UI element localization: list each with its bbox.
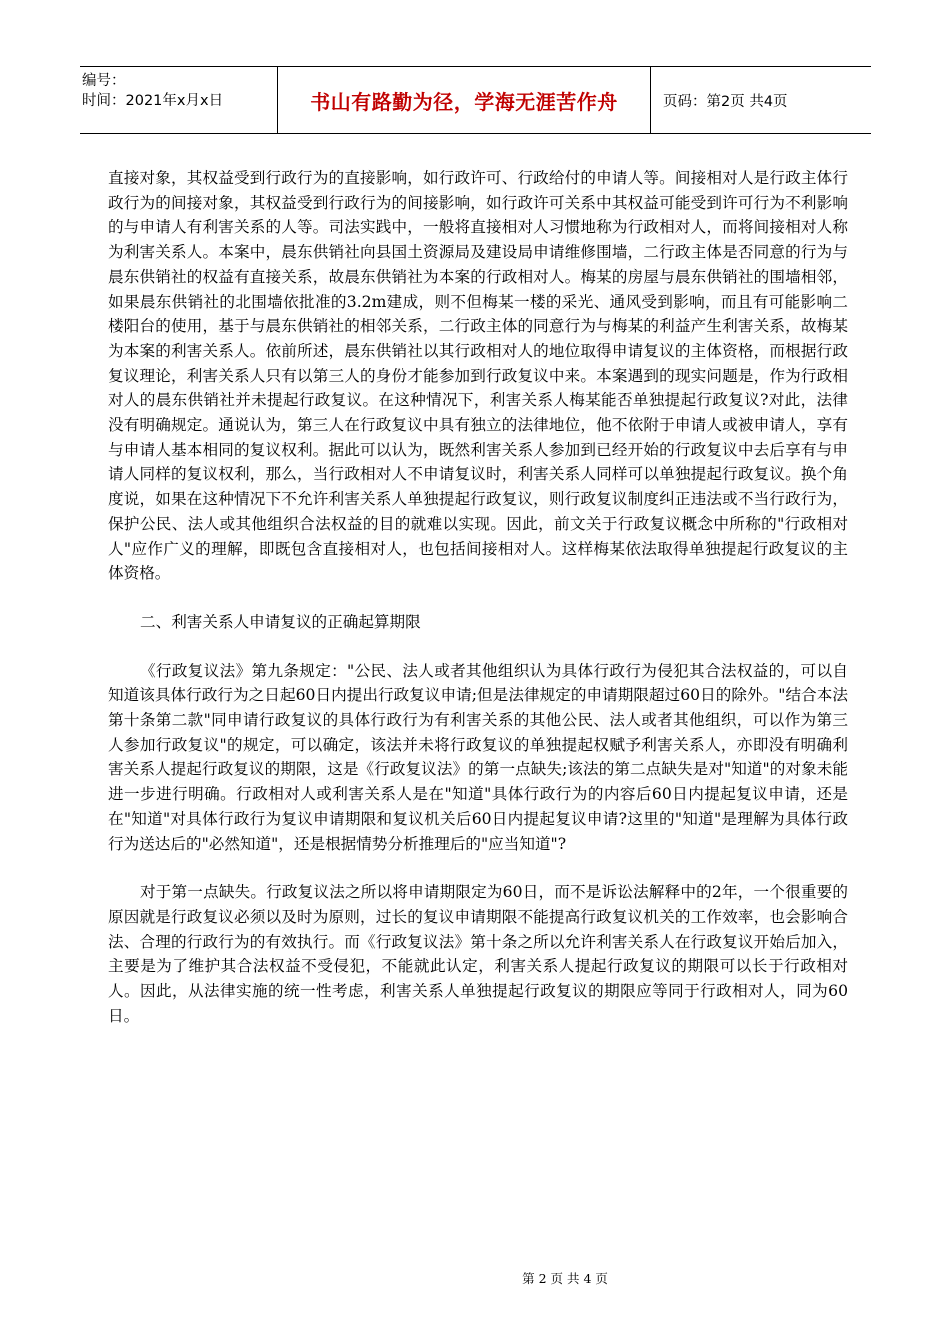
footer-page-number: 第 2 页 共 4 页 — [522, 1271, 608, 1286]
page-number-cell — [651, 67, 871, 133]
body-paragraph: 直接对象，其权益受到行政行为的直接影响，如行政许可、行政给付的申请人等。间接相对人是行政主体行政行为的间接对象，其权益受到行政行为的间接影响，如行政许可关系中其权益可能受到许可行为不利影响的与申请人有利害关系的人等。司法实践中，一般将直接相对人习惯地称为行政相对人，而将间接相对人称为利害关系人。本案中，晨东供销社向县国土资源局及建设局申请维修围墙，二行政主体是否同意的行为与晨东供销社的权益有直接关系，故晨东供销社为本案的行政相对人。梅某的房屋与晨东供销社的围墙相邻，如果晨东供销社的北围墙依批准的3.2m建成，则不但梅某一楼的采光、通风受到影响，而且有可能影响二楼阳台的使用，基于与晨东供销社的相邻关系，二行政主体的同意行为与梅某的利益产生利害关系，故梅某为本案的利害关系人。依前所述，晨东供销社以其行政相对人的地位取得申请复议的主体资格，而根据行政复议理论，利害关系人只有以第三人的身份才能参加到行政复议中来。本案遇到的现实问题是，作为行政相对人的晨东供销社并未提起行政复议。在这种情况下，利害关系人梅某能否单独提起行政复议?对此，法律没有明确规定。通说认为，第三人在行政复议中具有独立的法律地位，他不依附于申请人或被申请人，享有与申请人基本相同的复议权利。据此可以认为，既然利害关系人参加到已经开始的行政复议中去后享有与申请人同样的复议权利，那么，当行政相对人不申请复议时，利害关系人同样可以单独提起行政复议。换个角度说，如果在这种情况下不允许利害关系人单独提起行政复议，则行政复议制度纠正违法或不当行政行为，保护公民、法人或其他组织合法权益的目的就难以实现。因此，前文关于行政复议概念中所称的"行政相对人"应作广义的理解，即既包含直接相对人，也包括间接相对人。这样梅某依法取得单独提起行政复议的主体资格。 — [108, 169, 848, 583]
motto-text: 书山有路勤为径，学海无涯苦作舟 — [310, 89, 618, 114]
section-heading: 二、利害关系人申请复议的正确起算期限 — [140, 612, 421, 631]
motto-cell — [278, 67, 651, 133]
body-paragraph: 《行政复议法》第九条规定："公民、法人或者其他组织认为具体行政行为侵犯其合法权益的，可以自知道该具体行政行为之日起60日内提出行政复议申请;但是法律规定的申请期限超过60日的除外。"结合本法第十条第二款"同申请行政复议的具体行政行为有利害关系的其他公民、法人或者其他组织，可以作为第三人参加行政复议"的规定，可以确定，该法并未将行政复议的单独提起权赋予利害关系人，亦即没有明确利害关系人提起行政复议的期限，这是《行政复议法》的第一点缺失;该法的第二点缺失是对"知道"的对象未能进一步进行明确。行政相对人或利害关系人是在"知道"具体行政行为的内容后60日内提起复议申请，还是在"知道"对具体行政行为复议申请期限和复议机关后60日内提起复议申请?这里的"知道"是理解为具体行政行为送达后的"必然知道"，还是根据情势分析推理后的"应当知道"? — [108, 661, 848, 853]
document-body — [108, 166, 848, 1029]
page-footer — [0, 1268, 950, 1287]
time-label: 时间：2021年x月x日 — [82, 93, 224, 109]
document-header — [80, 66, 871, 134]
page-number-text: 页码：第2页 共4页 — [663, 93, 788, 110]
body-paragraph: 对于第一点缺失。行政复议法之所以将申请期限定为60日，而不是诉讼法解释中的2年，一个很重要的原因就是行政复议必须以及时为原则，过长的复议申请期限不能提高行政复议机关的工作效率，也会影响合法、合理的行政行为的有效执行。而《行政复议法》第十条之所以允许利害关系人在行政复议开始后加入，主要是为了维护其合法权益不受侵犯，不能就此认定，利害关系人提起行政复议的期限可以长于行政相对人。因此，从法律实施的统一性考虑，利害关系人单独提起行政复议的期限应等同于行政相对人，同为60日。 — [108, 883, 848, 1025]
header-meta-cell — [80, 67, 278, 133]
number-label: 编号： — [82, 73, 126, 89]
